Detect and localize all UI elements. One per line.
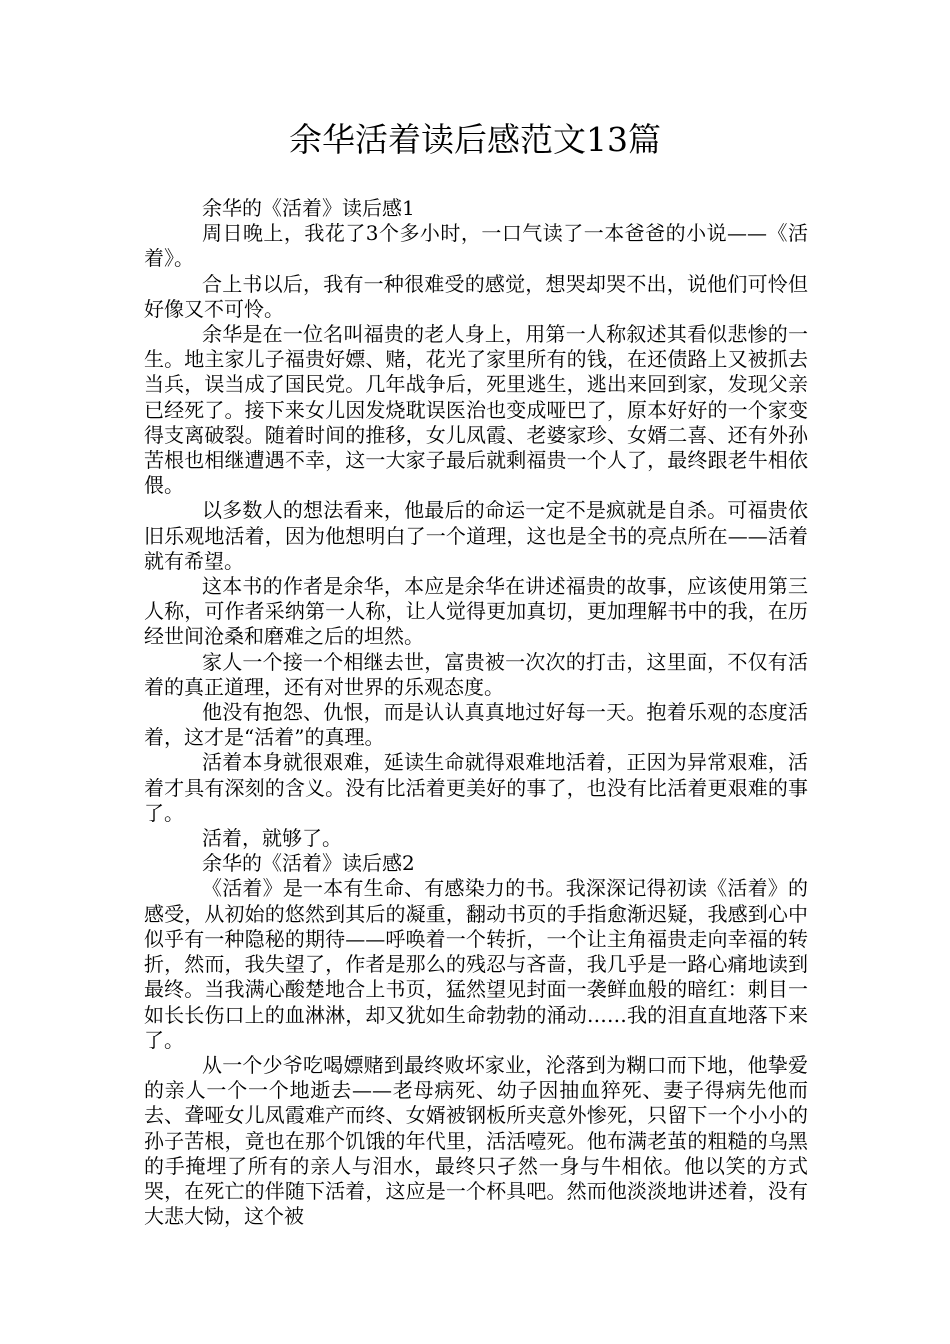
paragraph: 从一个少爷吃喝嫖赌到最终败坏家业，沦落到为糊口而下地，他挚爱的亲人一个一个地逝去——老母病死、幼子因抽血猝死、妻子得病先他而去、聋哑女儿凤霞难产而终、女婿被钢板所夹意外惨死，只留下一个小小的孙子苦根，竟也在那个饥饿的年代里，活活噎死。他布满老茧的粗糙的乌黑的手掩埋了所有的亲人与泪水，最终只孑然一身与牛相依。他以笑的方式哭，在死亡的伴随下活着，这应是一个杯具吧。然而他淡淡地讲述着，没有大悲大恸，这个被 (144, 1052, 808, 1229)
paragraph: 合上书以后，我有一种很难受的感觉，想哭却哭不出，说他们可怜但好像又不可怜。 (144, 271, 808, 321)
paragraph: 《活着》是一本有生命、有感染力的书。我深深记得初读《活着》的感受，从初始的悠然到其后的凝重，翻动书页的手指愈渐迟疑，我感到心中似乎有一种隐秘的期待——呼唤着一个转折，一个让主角福贵走向幸福的转折，然而，我失望了，作者是那么的残忍与吝啬，我几乎是一路心痛地读到最终。当我满心酸楚地合上书页，猛然望见封面一袭鲜血般的暗红：刺目一如长长伤口上的血淋淋，却又犹如生命勃勃的涌动……我的泪直直地落下来了。 (144, 876, 808, 1052)
document-title: 余华活着读后感范文13篇 (289, 120, 661, 159)
paragraph: 活着本身就很艰难，延读生命就得艰难地活着，正因为异常艰难，活着才具有深刻的含义。没有比活着更美好的事了，也没有比活着更艰难的事了。 (144, 750, 808, 825)
paragraph: 活着，就够了。 (202, 826, 342, 851)
paragraph: 以多数人的想法看来，他最后的命运一定不是疯就是自杀。可福贵依旧乐观地活着，因为他想明白了一个道理，这也是全书的亮点所在——活着就有希望。 (144, 498, 808, 573)
paragraph: 余华的《活着》读后感2 (202, 851, 415, 876)
document-body (144, 196, 808, 1229)
paragraph: 家人一个接一个相继去世，富贵被一次次的打击，这里面，不仅有活着的真正道理，还有对世界的乐观态度。 (144, 649, 808, 699)
paragraph: 余华是在一位名叫福贵的老人身上，用第一人称叙述其看似悲惨的一生。地主家儿子福贵好嫖、赌，花光了家里所有的钱，在还债路上又被抓去当兵，误当成了国民党。几年战争后，死里逃生，逃出来回到家，发现父亲已经死了。接下来女儿因发烧耽误医治也变成哑巴了，原本好好的一个家变得支离破裂。随着时间的推移，女儿凤霞、老婆家珍、女婿二喜、还有外孙苦根也相继遭遇不幸，这一大家子最后就剩福贵一个人了，最终跟老牛相依偎。 (144, 322, 808, 498)
paragraph: 这本书的作者是余华，本应是余华在讲述福贵的故事，应该使用第三人称，可作者采纳第一人称，让人觉得更加真切，更加理解书中的我，在历经世间沧桑和磨难之后的坦然。 (144, 574, 808, 649)
paragraph: 余华的《活着》读后感1 (202, 196, 415, 220)
paragraph: 他没有抱怨、仇恨，而是认认真真地过好每一天。抱着乐观的态度活着，这才是“活着”的真理。 (144, 700, 808, 750)
paragraph: 周日晚上，我花了3个多小时，一口气读了一本爸爸的小说——《活着》。 (144, 221, 808, 271)
